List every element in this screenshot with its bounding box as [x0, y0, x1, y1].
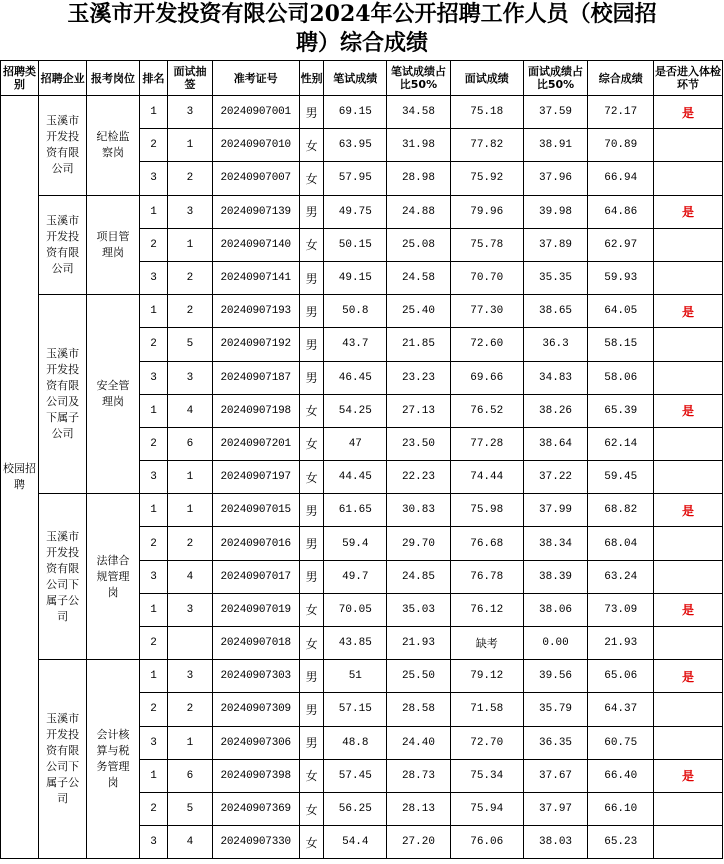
written-score-cell: 54.25	[324, 394, 387, 427]
physical-exam-cell	[654, 328, 723, 361]
written-50-cell: 25.40	[387, 295, 451, 328]
gender-cell: 女	[299, 228, 324, 261]
total-score-cell: 58.06	[588, 361, 654, 394]
draw-cell: 2	[168, 261, 212, 294]
exam-id-cell: 20240907398	[212, 759, 299, 792]
physical-exam-cell	[654, 261, 723, 294]
position-cell: 安全管理岗	[87, 295, 139, 494]
company-cell: 玉溪市开发投资有限公司下属子公司	[39, 660, 87, 859]
gender-cell: 男	[299, 693, 324, 726]
page-title	[0, 0, 724, 60]
written-score-cell: 49.15	[324, 261, 387, 294]
interview-score-cell: 77.30	[450, 295, 523, 328]
physical-exam-cell: 是	[654, 759, 723, 792]
interview-50-cell: 37.99	[523, 494, 588, 527]
total-score-cell: 68.04	[588, 527, 654, 560]
rank-cell: 2	[139, 129, 168, 162]
header-total: 综合成绩	[588, 61, 654, 96]
total-score-cell: 64.05	[588, 295, 654, 328]
draw-cell: 4	[168, 826, 212, 859]
draw-cell: 4	[168, 394, 212, 427]
table-row	[1, 494, 723, 527]
position-cell: 纪检监察岗	[87, 96, 139, 196]
written-50-cell: 24.40	[387, 726, 451, 759]
exam-id-cell: 20240907193	[212, 295, 299, 328]
written-50-cell: 25.50	[387, 660, 451, 693]
interview-50-cell: 39.98	[523, 195, 588, 228]
gender-cell: 男	[299, 328, 324, 361]
header-exam-id: 准考证号	[212, 61, 299, 96]
written-50-cell: 25.08	[387, 228, 451, 261]
exam-id-cell: 20240907140	[212, 228, 299, 261]
written-50-cell: 27.13	[387, 394, 451, 427]
written-50-cell: 29.70	[387, 527, 451, 560]
total-score-cell: 64.86	[588, 195, 654, 228]
gender-cell: 男	[299, 560, 324, 593]
physical-exam-cell	[654, 826, 723, 859]
total-score-cell: 70.89	[588, 129, 654, 162]
draw-cell: 1	[168, 129, 212, 162]
interview-score-cell: 75.98	[450, 494, 523, 527]
gender-cell: 女	[299, 759, 324, 792]
total-score-cell: 62.14	[588, 427, 654, 460]
physical-exam-cell	[654, 560, 723, 593]
written-score-cell: 57.45	[324, 759, 387, 792]
written-50-cell: 21.85	[387, 328, 451, 361]
written-50-cell: 23.50	[387, 427, 451, 460]
written-score-cell: 43.85	[324, 627, 387, 660]
title-line-2: 聘）综合成绩	[295, 30, 428, 56]
rank-cell: 2	[139, 693, 168, 726]
written-score-cell: 57.15	[324, 693, 387, 726]
exam-id-cell: 20240907330	[212, 826, 299, 859]
exam-id-cell: 20240907198	[212, 394, 299, 427]
company-cell: 玉溪市开发投资有限公司及下属子公司	[39, 295, 87, 494]
total-score-cell: 65.06	[588, 660, 654, 693]
physical-exam-cell: 是	[654, 295, 723, 328]
written-50-cell: 28.58	[387, 693, 451, 726]
written-score-cell: 47	[324, 427, 387, 460]
physical-exam-cell	[654, 427, 723, 460]
gender-cell: 女	[299, 826, 324, 859]
written-50-cell: 30.83	[387, 494, 451, 527]
interview-score-cell: 72.60	[450, 328, 523, 361]
table-row	[1, 295, 723, 328]
draw-cell: 4	[168, 560, 212, 593]
gender-cell: 女	[299, 162, 324, 195]
total-score-cell: 72.17	[588, 96, 654, 129]
table-row	[1, 195, 723, 228]
interview-50-cell: 38.06	[523, 593, 588, 626]
rank-cell: 3	[139, 560, 168, 593]
interview-score-cell: 71.58	[450, 693, 523, 726]
written-score-cell: 63.95	[324, 129, 387, 162]
company-cell: 玉溪市开发投资有限公司下属子公司	[39, 494, 87, 660]
written-score-cell: 49.75	[324, 195, 387, 228]
physical-exam-cell	[654, 627, 723, 660]
gender-cell: 男	[299, 660, 324, 693]
interview-50-cell: 38.64	[523, 427, 588, 460]
header-written: 笔试成绩	[324, 61, 387, 96]
gender-cell: 男	[299, 96, 324, 129]
draw-cell: 2	[168, 527, 212, 560]
gender-cell: 男	[299, 361, 324, 394]
interview-50-cell: 38.03	[523, 826, 588, 859]
exam-id-cell: 20240907303	[212, 660, 299, 693]
interview-50-cell: 35.79	[523, 693, 588, 726]
interview-score-cell: 72.70	[450, 726, 523, 759]
written-score-cell: 49.7	[324, 560, 387, 593]
exam-id-cell: 20240907010	[212, 129, 299, 162]
total-score-cell: 73.09	[588, 593, 654, 626]
total-score-cell: 66.94	[588, 162, 654, 195]
written-50-cell: 31.98	[387, 129, 451, 162]
exam-id-cell: 20240907015	[212, 494, 299, 527]
rank-cell: 2	[139, 228, 168, 261]
total-score-cell: 68.82	[588, 494, 654, 527]
title-line-1: 玉溪市开发投资有限公司2024年公开招聘工作人员（校园招	[67, 1, 657, 27]
draw-cell: 3	[168, 96, 212, 129]
rank-cell: 3	[139, 261, 168, 294]
results-table	[0, 60, 723, 859]
interview-score-cell: 75.18	[450, 96, 523, 129]
written-score-cell: 56.25	[324, 792, 387, 825]
draw-cell: 3	[168, 593, 212, 626]
rank-cell: 3	[139, 726, 168, 759]
written-50-cell: 28.98	[387, 162, 451, 195]
interview-score-cell: 76.68	[450, 527, 523, 560]
category-cell: 校园招聘	[1, 96, 39, 859]
total-score-cell: 58.15	[588, 328, 654, 361]
draw-cell: 6	[168, 759, 212, 792]
total-score-cell: 62.97	[588, 228, 654, 261]
written-50-cell: 35.03	[387, 593, 451, 626]
total-score-cell: 65.39	[588, 394, 654, 427]
gender-cell: 男	[299, 261, 324, 294]
exam-id-cell: 20240907017	[212, 560, 299, 593]
interview-score-cell: 75.34	[450, 759, 523, 792]
interview-50-cell: 39.56	[523, 660, 588, 693]
interview-50-cell: 36.35	[523, 726, 588, 759]
company-cell: 玉溪市开发投资有限公司	[39, 195, 87, 295]
written-score-cell: 51	[324, 660, 387, 693]
gender-cell: 男	[299, 494, 324, 527]
table-row	[1, 660, 723, 693]
interview-score-cell: 76.06	[450, 826, 523, 859]
header-physical: 是否进入体检环节	[654, 61, 723, 96]
rank-cell: 2	[139, 328, 168, 361]
rank-cell: 2	[139, 792, 168, 825]
interview-score-cell: 74.44	[450, 461, 523, 494]
interview-score-cell: 79.96	[450, 195, 523, 228]
interview-score-cell: 79.12	[450, 660, 523, 693]
written-50-cell: 24.58	[387, 261, 451, 294]
physical-exam-cell: 是	[654, 593, 723, 626]
total-score-cell: 64.37	[588, 693, 654, 726]
total-score-cell: 63.24	[588, 560, 654, 593]
rank-cell: 1	[139, 759, 168, 792]
written-50-cell: 22.23	[387, 461, 451, 494]
header-written-50: 笔试成绩占比50%	[387, 61, 451, 96]
position-cell: 会计核算与税务管理岗	[87, 660, 139, 859]
physical-exam-cell	[654, 693, 723, 726]
interview-50-cell: 37.97	[523, 792, 588, 825]
written-score-cell: 50.15	[324, 228, 387, 261]
gender-cell: 女	[299, 627, 324, 660]
total-score-cell: 66.40	[588, 759, 654, 792]
rank-cell: 1	[139, 394, 168, 427]
gender-cell: 女	[299, 461, 324, 494]
written-50-cell: 28.13	[387, 792, 451, 825]
interview-50-cell: 36.3	[523, 328, 588, 361]
exam-id-cell: 20240907018	[212, 627, 299, 660]
interview-50-cell: 38.65	[523, 295, 588, 328]
interview-50-cell: 37.67	[523, 759, 588, 792]
interview-50-cell: 0.00	[523, 627, 588, 660]
written-score-cell: 50.8	[324, 295, 387, 328]
table-row	[1, 96, 723, 129]
physical-exam-cell: 是	[654, 394, 723, 427]
exam-id-cell: 20240907201	[212, 427, 299, 460]
physical-exam-cell: 是	[654, 660, 723, 693]
interview-score-cell: 77.82	[450, 129, 523, 162]
company-cell: 玉溪市开发投资有限公司	[39, 96, 87, 196]
draw-cell: 1	[168, 228, 212, 261]
written-50-cell: 24.88	[387, 195, 451, 228]
exam-id-cell: 20240907197	[212, 461, 299, 494]
gender-cell: 男	[299, 527, 324, 560]
header-row	[1, 61, 723, 96]
total-score-cell: 66.10	[588, 792, 654, 825]
gender-cell: 女	[299, 394, 324, 427]
interview-score-cell: 70.70	[450, 261, 523, 294]
physical-exam-cell	[654, 129, 723, 162]
written-50-cell: 28.73	[387, 759, 451, 792]
written-score-cell: 43.7	[324, 328, 387, 361]
interview-50-cell: 37.59	[523, 96, 588, 129]
written-50-cell: 21.93	[387, 627, 451, 660]
gender-cell: 男	[299, 726, 324, 759]
header-position: 报考岗位	[87, 61, 139, 96]
rank-cell: 3	[139, 361, 168, 394]
interview-50-cell: 38.26	[523, 394, 588, 427]
exam-id-cell: 20240907001	[212, 96, 299, 129]
exam-id-cell: 20240907187	[212, 361, 299, 394]
written-score-cell: 46.45	[324, 361, 387, 394]
written-score-cell: 69.15	[324, 96, 387, 129]
draw-cell: 1	[168, 726, 212, 759]
interview-50-cell: 34.83	[523, 361, 588, 394]
rank-cell: 1	[139, 96, 168, 129]
draw-cell: 3	[168, 361, 212, 394]
interview-score-cell: 76.78	[450, 560, 523, 593]
total-score-cell: 21.93	[588, 627, 654, 660]
interview-score-cell: 77.28	[450, 427, 523, 460]
draw-cell: 3	[168, 195, 212, 228]
physical-exam-cell: 是	[654, 494, 723, 527]
gender-cell: 男	[299, 195, 324, 228]
interview-50-cell: 38.39	[523, 560, 588, 593]
exam-id-cell: 20240907007	[212, 162, 299, 195]
physical-exam-cell	[654, 228, 723, 261]
interview-score-cell: 69.66	[450, 361, 523, 394]
rank-cell: 1	[139, 195, 168, 228]
rank-cell: 3	[139, 826, 168, 859]
header-interview: 面试成绩	[450, 61, 523, 96]
draw-cell: 5	[168, 328, 212, 361]
draw-cell: 1	[168, 494, 212, 527]
interview-score-cell: 75.94	[450, 792, 523, 825]
interview-score-cell: 缺考	[450, 627, 523, 660]
position-cell: 法律合规管理岗	[87, 494, 139, 660]
interview-score-cell: 75.92	[450, 162, 523, 195]
exam-id-cell: 20240907309	[212, 693, 299, 726]
total-score-cell: 65.23	[588, 826, 654, 859]
header-interview-50: 面试成绩占比50%	[523, 61, 588, 96]
rank-cell: 3	[139, 461, 168, 494]
draw-cell: 1	[168, 461, 212, 494]
exam-id-cell: 20240907141	[212, 261, 299, 294]
interview-50-cell: 35.35	[523, 261, 588, 294]
table-body	[1, 96, 723, 859]
gender-cell: 女	[299, 792, 324, 825]
written-50-cell: 34.58	[387, 96, 451, 129]
draw-cell: 2	[168, 295, 212, 328]
written-score-cell: 48.8	[324, 726, 387, 759]
draw-cell	[168, 627, 212, 660]
draw-cell: 3	[168, 660, 212, 693]
exam-id-cell: 20240907019	[212, 593, 299, 626]
interview-score-cell: 76.52	[450, 394, 523, 427]
written-50-cell: 24.85	[387, 560, 451, 593]
physical-exam-cell	[654, 792, 723, 825]
interview-50-cell: 37.22	[523, 461, 588, 494]
exam-id-cell: 20240907139	[212, 195, 299, 228]
exam-id-cell: 20240907016	[212, 527, 299, 560]
physical-exam-cell: 是	[654, 96, 723, 129]
physical-exam-cell	[654, 361, 723, 394]
written-score-cell: 54.4	[324, 826, 387, 859]
written-score-cell: 44.45	[324, 461, 387, 494]
interview-50-cell: 38.91	[523, 129, 588, 162]
physical-exam-cell	[654, 461, 723, 494]
written-score-cell: 70.05	[324, 593, 387, 626]
header-company: 招聘企业	[39, 61, 87, 96]
interview-score-cell: 76.12	[450, 593, 523, 626]
written-50-cell: 23.23	[387, 361, 451, 394]
total-score-cell: 60.75	[588, 726, 654, 759]
written-score-cell: 59.4	[324, 527, 387, 560]
exam-id-cell: 20240907192	[212, 328, 299, 361]
draw-cell: 5	[168, 792, 212, 825]
total-score-cell: 59.93	[588, 261, 654, 294]
written-score-cell: 61.65	[324, 494, 387, 527]
exam-id-cell: 20240907369	[212, 792, 299, 825]
header-gender: 性别	[299, 61, 324, 96]
written-50-cell: 27.20	[387, 826, 451, 859]
gender-cell: 女	[299, 427, 324, 460]
interview-score-cell: 75.78	[450, 228, 523, 261]
physical-exam-cell: 是	[654, 195, 723, 228]
gender-cell: 女	[299, 129, 324, 162]
header-rank: 排名	[139, 61, 168, 96]
header-category: 招聘类别	[1, 61, 39, 96]
rank-cell: 3	[139, 162, 168, 195]
interview-50-cell: 38.34	[523, 527, 588, 560]
gender-cell: 女	[299, 593, 324, 626]
draw-cell: 2	[168, 693, 212, 726]
written-score-cell: 57.95	[324, 162, 387, 195]
exam-id-cell: 20240907306	[212, 726, 299, 759]
total-score-cell: 59.45	[588, 461, 654, 494]
rank-cell: 2	[139, 427, 168, 460]
rank-cell: 1	[139, 494, 168, 527]
draw-cell: 2	[168, 162, 212, 195]
header-draw: 面试抽签	[168, 61, 212, 96]
position-cell: 项目管理岗	[87, 195, 139, 295]
interview-50-cell: 37.96	[523, 162, 588, 195]
interview-50-cell: 37.89	[523, 228, 588, 261]
rank-cell: 2	[139, 527, 168, 560]
physical-exam-cell	[654, 726, 723, 759]
draw-cell: 6	[168, 427, 212, 460]
physical-exam-cell	[654, 527, 723, 560]
rank-cell: 1	[139, 593, 168, 626]
gender-cell: 男	[299, 295, 324, 328]
rank-cell: 2	[139, 627, 168, 660]
rank-cell: 1	[139, 660, 168, 693]
physical-exam-cell	[654, 162, 723, 195]
rank-cell: 1	[139, 295, 168, 328]
